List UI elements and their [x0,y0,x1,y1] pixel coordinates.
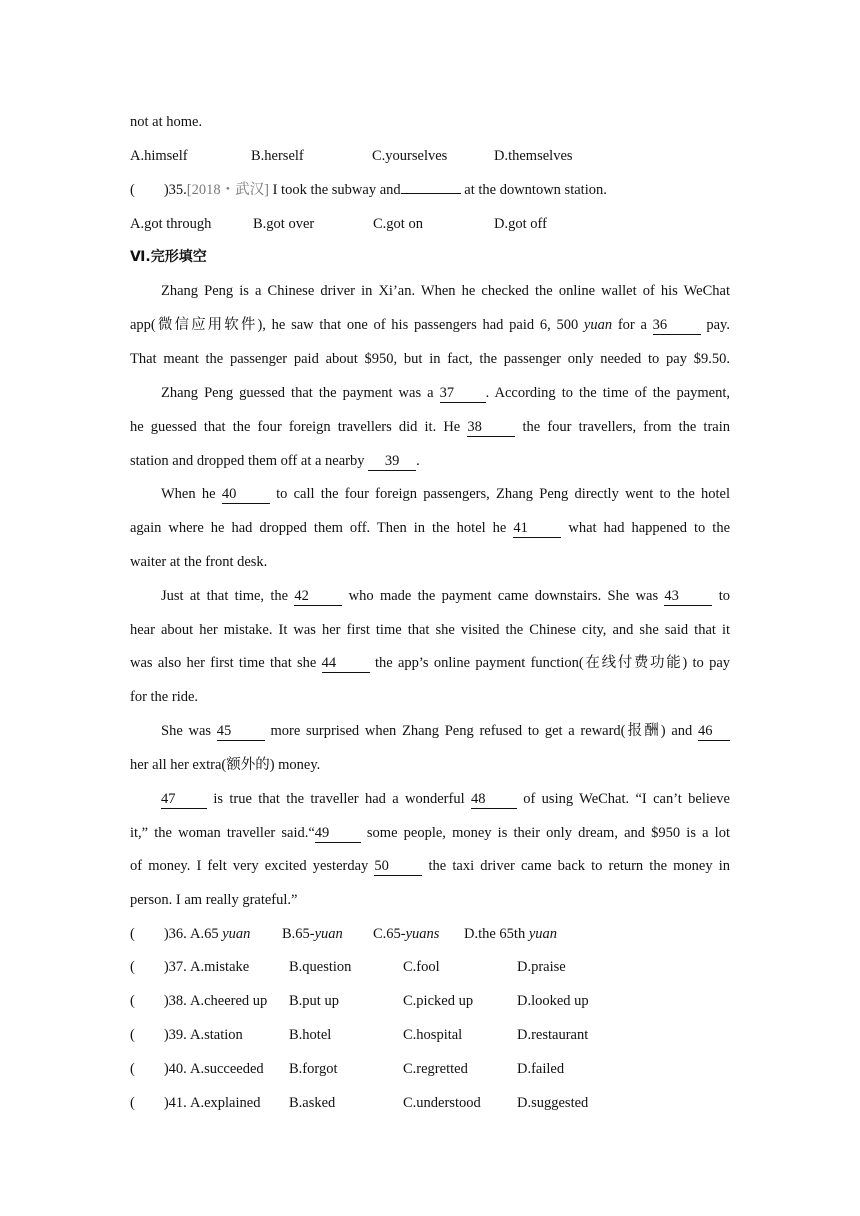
p6-line3: of money. I felt very excited yesterday 50 the taxi driver came back to return the money in [130,858,730,874]
blank-41: 41 [513,520,561,538]
q35-blank [401,193,461,194]
q35-text-before: I took the subway and [268,182,401,198]
q38-option-a: A.cheered up [190,993,268,1009]
q37-option-d: D.praise [517,959,566,975]
q34-tail: not at home. [130,114,203,130]
q36-option-a: A.65 yuan [190,926,251,942]
p2-line3: station and dropped them off at a nearby 39 . [130,453,420,469]
q37-option-a: A.mistake [190,959,250,975]
q35-option-a: A.got through [130,216,212,232]
p1-line3: That meant the passenger paid about $950, but in fact, the passenger only needed to pay $9.50. [130,351,730,367]
blank-42: 42 [294,588,342,606]
q38-option-b: B.put up [289,993,339,1009]
blank-44: 44 [322,655,370,673]
q36-option-b: B.65-yuan [282,926,343,942]
blank-37: 37 [440,385,486,403]
q35-stem [130,180,607,200]
q37-number: ( )37. [130,959,187,975]
blank-50: 50 [374,858,422,876]
p6-line1: 47 is true that the traveller had a wonderful 48 of using WeChat. “I can’t believe [161,791,730,807]
p4-line2: hear about her mistake. It was her first time that she visited the Chinese city, and she said that it [130,622,730,638]
blank-40: 40 [222,486,270,504]
p3-line1: When he 40 to call the four foreign passengers, Zhang Peng directly went to the hotel [161,486,731,502]
q39-number: ( )39. [130,1027,187,1043]
q35-option-c: C.got on [373,216,423,232]
blank-38: 38 [467,419,515,437]
q35-option-b: B.got over [253,216,315,232]
blank-48: 48 [471,791,517,809]
q39-option-c: C.hospital [403,1027,463,1043]
q34-option-a: A.himself [130,148,188,164]
q34-option-b: B.herself [251,148,304,164]
q40-option-c: C.regretted [403,1061,468,1077]
q36-number: ( )36. [130,926,187,942]
q41-option-d: D.suggested [517,1095,589,1111]
blank-46: 46 [698,723,730,741]
blank-45: 45 [217,723,265,741]
p2-line1: Zhang Peng guessed that the payment was a 37 . According to the time of the payment, [161,385,730,401]
q38-number: ( )38. [130,993,187,1009]
p3-line3: waiter at the front desk. [130,554,268,570]
p6-line4: person. I am really grateful.” [130,892,298,908]
q34-option-d: D.themselves [494,148,573,164]
q40-option-d: D.failed [517,1061,565,1077]
p4-line4: for the ride. [130,689,199,705]
q39-option-d: D.restaurant [517,1027,589,1043]
q41-option-a: A.explained [190,1095,261,1111]
q35-source: [2018・武汉] [186,182,269,198]
section-title: Ⅵ.完形填空 [130,249,207,265]
p4-line1: Just at that time, the 42 who made the payment came downstairs. She was 43 to [161,588,730,604]
q34-option-c: C.yourselves [372,148,448,164]
blank-49: 49 [315,825,361,843]
q39-option-b: B.hotel [289,1027,332,1043]
q37-option-c: C.fool [403,959,440,975]
blank-47: 47 [161,791,207,809]
p1-line1: Zhang Peng is a Chinese driver in Xi’an. When he checked the online wallet of his WeChat [161,283,730,299]
q40-option-a: A.succeeded [190,1061,264,1077]
blank-36: 36 [653,317,701,335]
p3-line2: again where he had dropped them off. Then in the hotel he 41 what had happened to the [130,520,730,536]
q35-option-d: D.got off [494,216,547,232]
p1-line2: app(微信应用软件), he saw that one of his passengers had paid 6, 500 yuan for a 36 pay. [130,317,730,333]
q35-number: ( )35. [130,182,187,198]
q38-option-d: D.looked up [517,993,589,1009]
q37-option-b: B.question [289,959,352,975]
blank-39: 39 [368,453,416,471]
q35-text-after: at the downtown station. [460,182,607,198]
p6-line2: it,” the woman traveller said.“49 some people, money is their only dream, and $950 is a lot [130,825,730,841]
p5-line1: She was 45 more surprised when Zhang Peng refused to get a reward(报酬) and 46 [161,721,730,741]
p5-line2: her all her extra(额外的) money. [130,757,321,773]
blank-43: 43 [664,588,712,606]
q40-option-b: B.forgot [289,1061,338,1077]
p4-line3: was also her first time that she 44 the app’s online payment function(在线付费功能) to pay [130,655,731,671]
q38-option-c: C.picked up [403,993,474,1009]
q39-option-a: A.station [190,1027,243,1043]
q36-option-d: D.the 65th yuan [464,926,558,942]
p2-line2: he guessed that the four foreign travellers did it. He 38 the four travellers, from the train [130,419,730,435]
q36-option-c: C.65-yuans [373,926,440,942]
q40-number: ( )40. [130,1061,187,1077]
q41-number: ( )41. [130,1095,187,1111]
q41-option-c: C.understood [403,1095,481,1111]
q41-option-b: B.asked [289,1095,336,1111]
